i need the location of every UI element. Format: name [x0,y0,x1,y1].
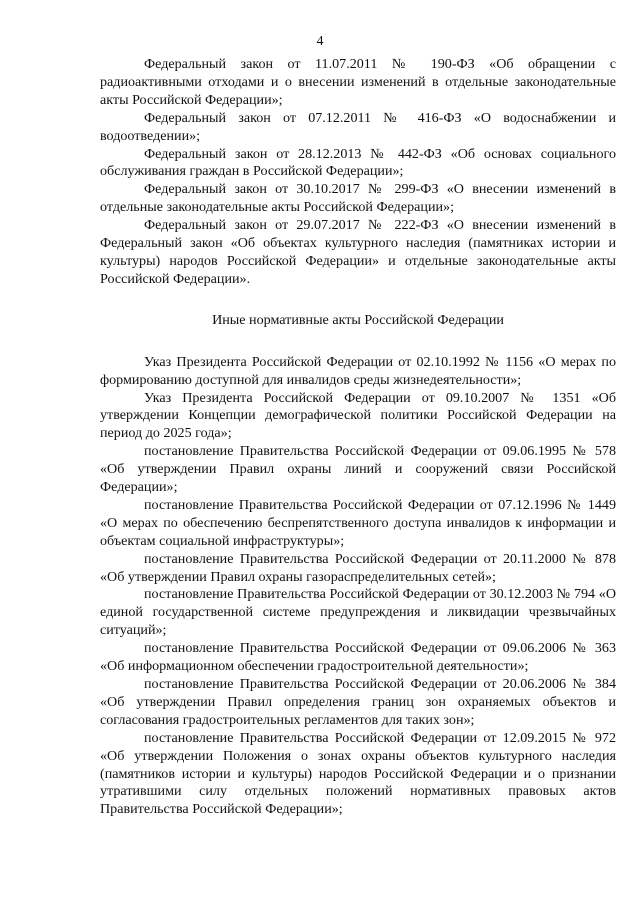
other-acts-list [100,354,616,820]
page-number: 4 [316,34,324,49]
section-heading: Иные нормативные акты Российской Федерации [212,311,504,328]
federal-law-paragraph: Федеральный закон от 11.07.2011 № 190-ФЗ «Об обращении с радиоактивными отходами и о внесении изменений в отдельные законодательные акты Российской Федерации»; [100,56,616,108]
normative-act-paragraph: постановление Правительства Российской Федерации от 20.06.2006 № 384 «Об утверждении Правил определения границ зон охраняемых объектов и согласования градостроительных регламентов для таких зон»; [100,676,616,728]
normative-act-paragraph: постановление Правительства Российской Федерации от 07.12.1996 № 1449 «О мерах по обеспечению беспрепятственного доступа инвалидов к информации и объектам социальной инфраструктуры»; [100,496,616,549]
federal-laws-list [100,56,616,289]
federal-law-paragraph: Федеральный закон от 29.07.2017 № 222-ФЗ «О внесении изменений в Федеральный закон «Об объектах культурного наследия (памятниках истории и культуры) народов Российской Федерации» и отдельные законодательные акты Российской Федерации». [100,217,616,287]
normative-act-paragraph: постановление Правительства Российской Федерации от 30.12.2003 № 794 «О единой государственной системе предупреждения и ликвидации чрезвычайных ситуаций»; [100,586,616,639]
normative-act-paragraph: постановление Правительства Российской Федерации от 09.06.1995 № 578 «Об утверждении Правил охраны линий и сооружений связи Российской Федерации»; [100,443,616,496]
normative-act-paragraph: Указ Президента Российской Федерации от 09.10.2007 № 1351 «Об утверждении Концепции демографической политики Российской Федерации на период до 2025 года»; [100,389,616,442]
document-body [100,56,616,819]
federal-law-paragraph: Федеральный закон от 30.10.2017 № 299-ФЗ «О внесении изменений в отдельные законодательные акты Российской Федерации»; [100,181,616,216]
federal-law-paragraph: Федеральный закон от 28.12.2013 № 442-ФЗ «Об основах социального обслуживания граждан в Российской Федерации»; [100,145,616,180]
normative-act-paragraph: Указ Президента Российской Федерации от 02.10.1992 № 1156 «О мерах по формированию доступной для инвалидов среды жизнедеятельности»; [100,353,616,388]
normative-act-paragraph: постановление Правительства Российской Федерации от 12.09.2015 № 972 «Об утверждении Положения о зонах охраны объектов культурного наследия (памятников истории и культуры) народов Российской Федерации и о признании утратившими силу отдельных положений нормативных правовых актов Правительства Российской Федерации»; [100,729,616,818]
normative-act-paragraph: постановление Правительства Российской Федерации от 09.06.2006 № 363 «Об информационном обеспечении градостроительной деятельности»; [100,640,616,675]
federal-law-paragraph: Федеральный закон от 07.12.2011 № 416-ФЗ «О водоснабжении и водоотведении»; [100,109,616,144]
normative-act-paragraph: постановление Правительства Российской Федерации от 20.11.2000 № 878 «Об утверждении Правил охраны газораспределительных сетей»; [100,550,616,585]
